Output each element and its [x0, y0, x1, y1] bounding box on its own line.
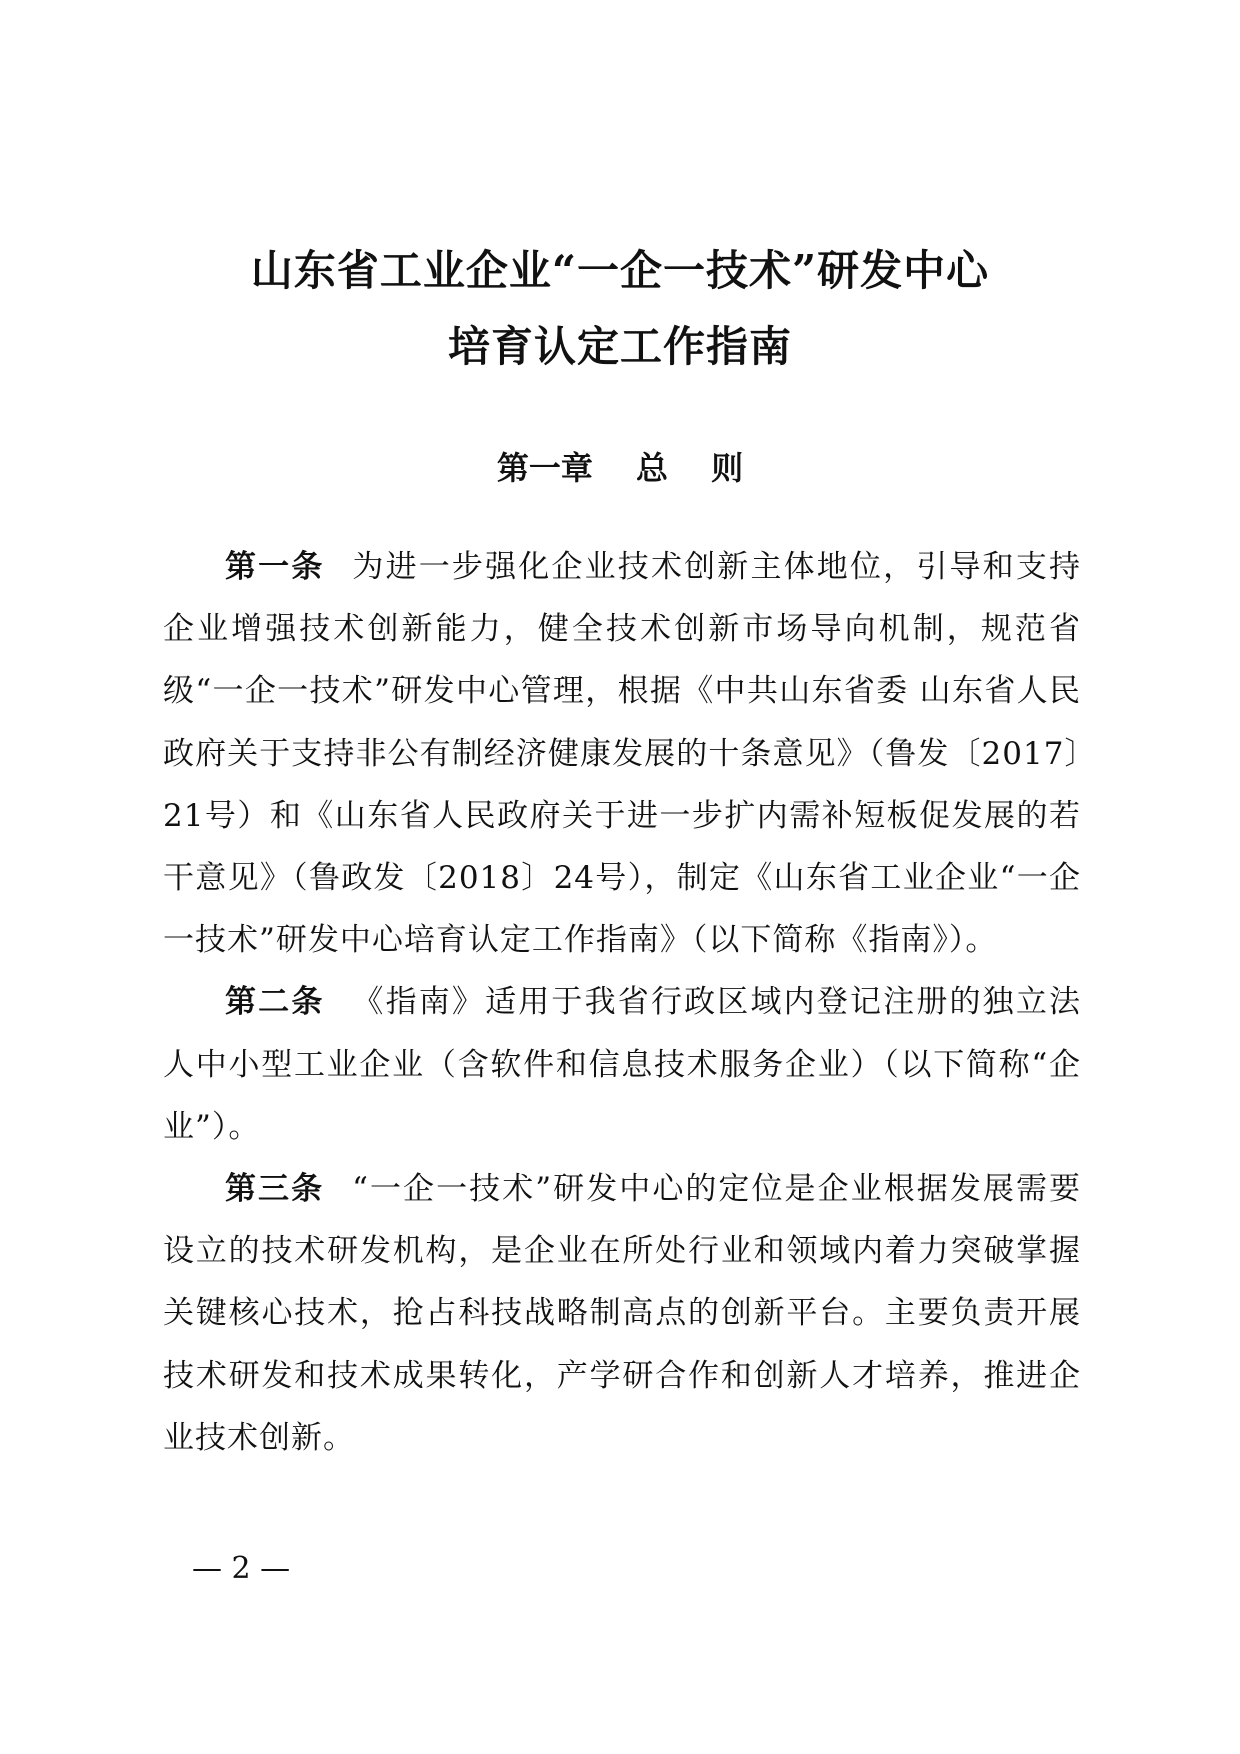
chapter-heading: 第一章 总 则 [496, 449, 744, 487]
document-body [163, 536, 1081, 1469]
document-title-line1: 山东省工业企业“一企一技术”研发中心 [250, 246, 990, 295]
article-1-text: 为进一步强化企业技术创新主体地位，引导和支持企业增强技术创新能力，健全技术创新市场导向机制，规范省级“一企一技术”研发中心管理，根据《中共山东省委 山东省人民政府关于支持非公有制经济健康发展的十条意见》（鲁发〔2017〕21号）和《山东省人民政府关于进一步扩内需补短板促发展的若干意见》（鲁政发〔2018〕24号），制定《山东省工业企业“一企一技术”研发中心培育认定工作指南》（以下简称《指南》）。 [163, 549, 1081, 959]
article-1 [163, 536, 1081, 971]
document-title-line2: 培育认定工作指南 [447, 322, 792, 371]
article-3-label: 第三条 [225, 1171, 325, 1208]
article-1-label: 第一条 [225, 549, 325, 585]
article-2 [163, 971, 1081, 1158]
article-2-text: 《指南》适用于我省行政区域内登记注册的独立法人中小型工业企业（含软件和信息技术服务企业）（以下简称“企业”）。 [163, 984, 1081, 1145]
article-3-text: “一企一技术”研发中心的定位是企业根据发展需要设立的技术研发机构，是企业在所处行业和领域内着力突破掌握关键核心技术，抢占科技战略制高点的创新平台。主要负责开展技术研发和技术成果转化，产学研合作和创新人才培养，推进企业技术创新。 [163, 1171, 1081, 1456]
article-2-label: 第二条 [225, 984, 325, 1021]
article-3 [163, 1158, 1081, 1469]
page-number: — 2 — [192, 1551, 291, 1586]
